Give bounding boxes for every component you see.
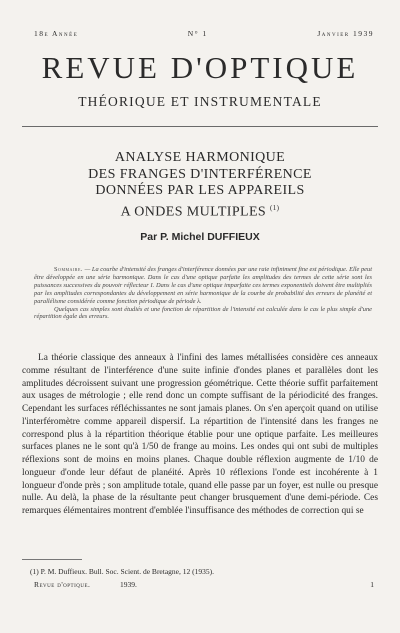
summary-text-2: Quelques cas simples sont étudiés et une fonction de répartition de l'intensité est calculée dans le cas le plus simple d'une répartition égale des erreurs. <box>34 305 372 321</box>
article-title <box>60 150 340 221</box>
article-title-line: DONNÉES PAR LES APPAREILS <box>95 183 305 198</box>
footer-journal: Revue d'optique. <box>34 580 91 589</box>
article-title-line: ANALYSE HARMONIQUE <box>114 150 286 165</box>
summary-label: Sommaire. <box>54 266 83 273</box>
page-footer <box>34 580 374 589</box>
article-title-line-with-note <box>60 200 340 221</box>
edition-label: 18e Année <box>34 29 79 38</box>
running-header <box>34 29 374 38</box>
article-title-line: DES FRANGES D'INTERFÉRENCE <box>88 166 312 182</box>
footnote-divider <box>22 559 82 560</box>
footer-year: 1939. <box>120 580 137 589</box>
summary-text: — La courbe d'intensité des franges d'interférence données par une raie infiniment fine est périodique. Elle peut être développée en une série harmonique. Dans le cas d'une optique parfaite les amplitudes des termes de cette série sont les puissances successives du pouvoir réflecteur I. Dans le cas d'une optique imparfaite ces termes exponentiels doivent être multipliés par les amplitudes correspondantes du développement en série harmonique de la courbe de probabilité des erreurs de planéité et parallélisme considérée comme fonction périodique de période λ. <box>34 266 372 305</box>
issue-number: N° 1 <box>187 29 208 38</box>
journal-subtitle: THÉORIQUE ET INSTRUMENTALE <box>78 94 322 109</box>
page-number: 1 <box>370 580 374 589</box>
journal-title: REVUE D'OPTIQUE <box>41 50 359 85</box>
article-title-line: A ONDES MULTIPLES <box>120 204 267 220</box>
body-paragraph: La théorie classique des anneaux à l'infini des lames métallisées considère ces anneaux comme résultant de l'interférence d'une suite infinie d'ondes planes et parallèles dont les amplitudes décroissent suivant une progression géométrique. Cette théorie suffit parfaitement aux usages de métrologie ; elle rend donc un compte suffisant de la périodicité des franges. Cependant les surfaces réfléchissantes ne sont jamais planes. On s'en aperçoit quand on utilise l'interféromètre comme appareil dispersif. La répartition de l'intensité dans les franges ne correspond plus à la répartition théorique établie pour une optique parfaite. Les meilleures surfaces planes ne le sont qu'à 1/50 de frange au moins. Les ondes qui ont subi de multiples réflexions sont de moins en moins planes. Chaque double réflexion augmente de 1/10 de longueur d'onde leur défaut de planéité. Après 10 réflexions l'onde est incohérente à 1 longueur d'onde près ; son amplitude totale, quand elle passe par un foyer, est nulle ou presque nulle. Au delà, la phase de la résultante peut changer brusquement d'une demi-période. Ces remarques élémentaires montrent d'emblée l'insuffisance des méthodes de correction qui se <box>22 353 378 516</box>
footnote-reference: (1) <box>270 203 280 212</box>
article-body <box>22 352 378 518</box>
summary-block <box>34 266 372 321</box>
footnote: (1) P. M. Duffieux. Bull. Soc. Scient. de Bretagne, 12 (1935). <box>30 567 215 576</box>
issue-date: Janvier 1939 <box>317 29 374 38</box>
author-byline: Par P. Michel DUFFIEUX <box>140 231 260 243</box>
header-divider <box>22 126 378 127</box>
